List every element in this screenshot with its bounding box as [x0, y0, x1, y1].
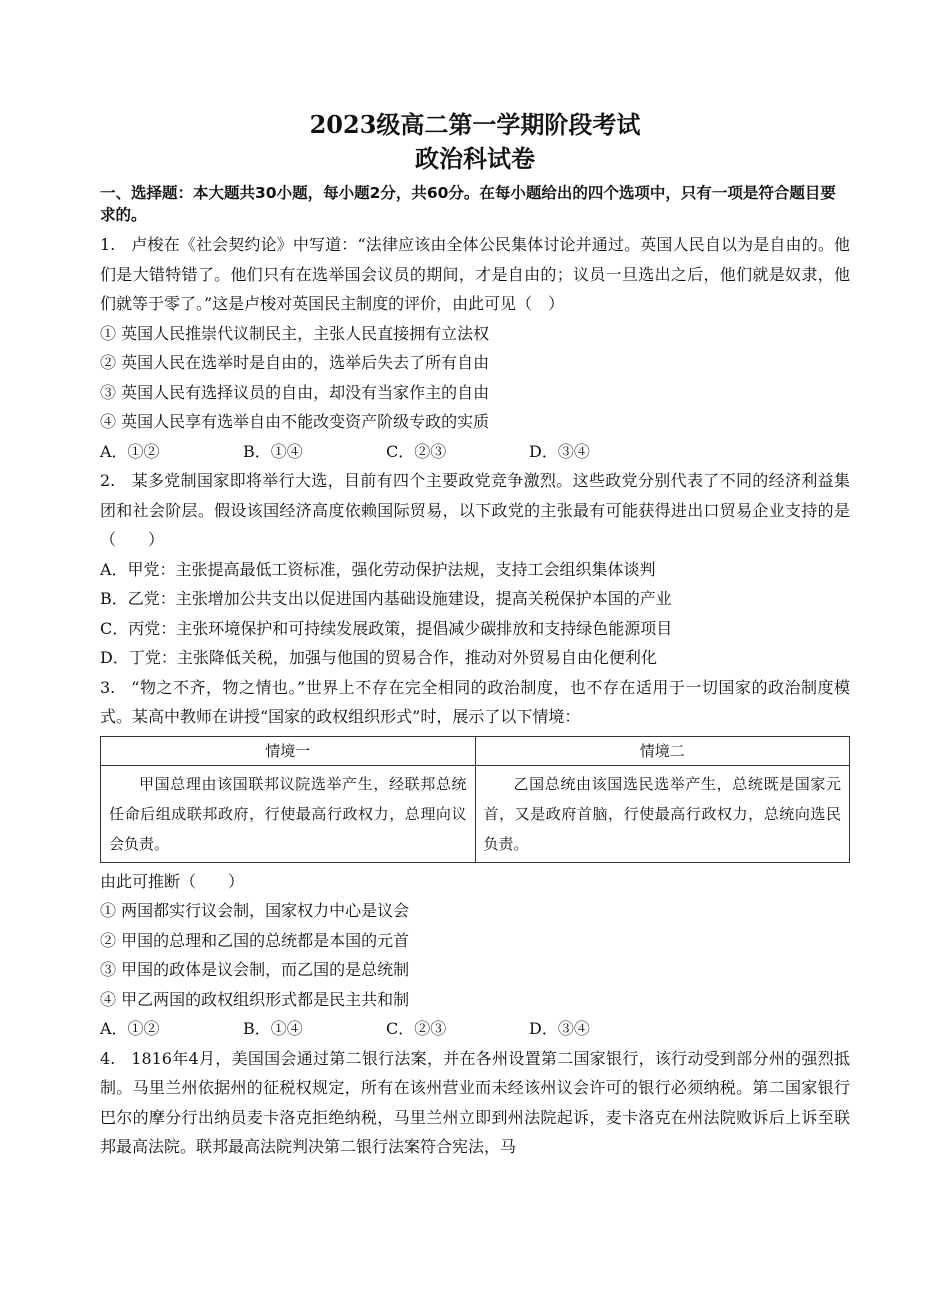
question-3 — [100, 673, 850, 1044]
statement-item: ④ 甲乙两国的政权组织形式都是民主共和制 — [100, 989, 410, 1009]
question-1 — [100, 230, 850, 466]
question-stem: 3. “物之不齐，物之情也。”世界上不存在完全相同的政治制度，也不存在适用于一切国家的政治制度模式。某高中教师在讲授“国家的政权组织形式”时，展示了以下情境： — [100, 677, 850, 726]
answer-choices — [100, 437, 850, 467]
choice-d: D．③④ — [529, 441, 590, 461]
question-lead: 由此可推断（ ） — [100, 871, 245, 891]
choice-d: D．③④ — [529, 1019, 590, 1038]
exam-page — [100, 108, 850, 1162]
scenario-header-2: 情境二 — [475, 736, 850, 765]
choice-b: B．①④ — [243, 441, 303, 461]
option-b: B．乙党：主张增加公共支出以促进国内基础设施建设，提高关税保护本国的产业 — [100, 589, 672, 608]
scenario-cell-2: 乙国总统由该国选民选举产生，总统既是国家元首，又是政府首脑，行使最高行政权力，总统向选民负责。 — [475, 765, 850, 862]
statement-item: ③ 甲国的政体是议会制，而乙国的是总统制 — [100, 960, 410, 979]
choice-a: A．①② — [100, 441, 160, 461]
choice-b: B．①④ — [243, 1019, 303, 1038]
statement-item: ① 两国都实行议会制，国家权力中心是议会 — [100, 901, 410, 920]
option-d: D．丁党：主张降低关税，加强与他国的贸易合作，推动对外贸易自由化便利化 — [100, 648, 657, 667]
question-stem: 1. 卢梭在《社会契约论》中写道：“法律应该由全体公民集体讨论并通过。英国人民自以为是自由的。他们是大错特错了。他们只有在选举国会议员的期间，才是自由的；议员一旦选出之后，他们就是奴隶，他们就等于零了。”这是卢梭对英国民主制度的评价，由此可见（ ） — [100, 235, 850, 313]
choice-c: C．②③ — [386, 441, 447, 461]
answer-choices — [100, 1014, 850, 1044]
statement-item: ① 英国人民推崇代议制民主，主张人民直接拥有立法权 — [100, 323, 490, 343]
scenario-table — [100, 736, 850, 863]
question-2 — [100, 466, 850, 673]
option-a: A．甲党：主张提高最低工资标准，强化劳动保护法规，支持工会组织集体谈判 — [100, 559, 656, 579]
option-c: C．丙党：主张环境保护和可持续发展政策，提倡减少碳排放和支持绿色能源项目 — [100, 618, 673, 638]
section-heading: 一、选择题：本大题共30小题，每小题2分，共60分。在每小题给出的四个选项中，只有一项是符合题目要求的。 — [100, 184, 836, 224]
scenario-cell-1: 甲国总理由该国联邦议院选举产生，经联邦总统任命后组成联邦政府，行使最高行政权力，总理向议会负责。 — [101, 765, 476, 862]
question-4 — [100, 1044, 850, 1162]
scenario-header-1: 情境一 — [101, 736, 476, 765]
statement-item: ④ 英国人民享有选举自由不能改变资产阶级专政的实质 — [100, 412, 490, 431]
choice-a: A．①② — [100, 1019, 160, 1038]
statement-item: ③ 英国人民有选择议员的自由，却没有当家作主的自由 — [100, 382, 490, 402]
choice-c: C．②③ — [386, 1019, 447, 1038]
statement-item: ② 甲国的总理和乙国的总统都是本国的元首 — [100, 930, 410, 950]
question-stem: 4. 1816年4月，美国国会通过第二银行法案，并在各州设置第二国家银行，该行动受到部分州的强烈抵制。马里兰州依据州的征税权规定，所有在该州营业而未经该州议会许可的银行必须纳税。第二国家银行巴尔的摩分行出纳员麦卡洛克拒绝纳税，马里兰州立即到州法院起诉，麦卡洛克在州法院败诉后上诉至联邦最高法院。联邦最高法院判决第二银行法案符合宪法，马 — [100, 1048, 850, 1156]
question-stem: 2. 某多党制国家即将举行大选，目前有四个主要政党竞争激烈。这些政党分别代表了不同的经济利益集团和社会阶层。假设该国经济高度依赖国际贸易，以下政党的主张最有可能获得进出口贸易企业支持的是（ ） — [100, 471, 850, 549]
statement-item: ② 英国人民在选举时是自由的，选举后失去了所有自由 — [100, 353, 490, 372]
exam-subject: 政治科试卷 — [415, 144, 535, 173]
exam-title: 2023级高二第一学期阶段考试 — [309, 110, 641, 139]
